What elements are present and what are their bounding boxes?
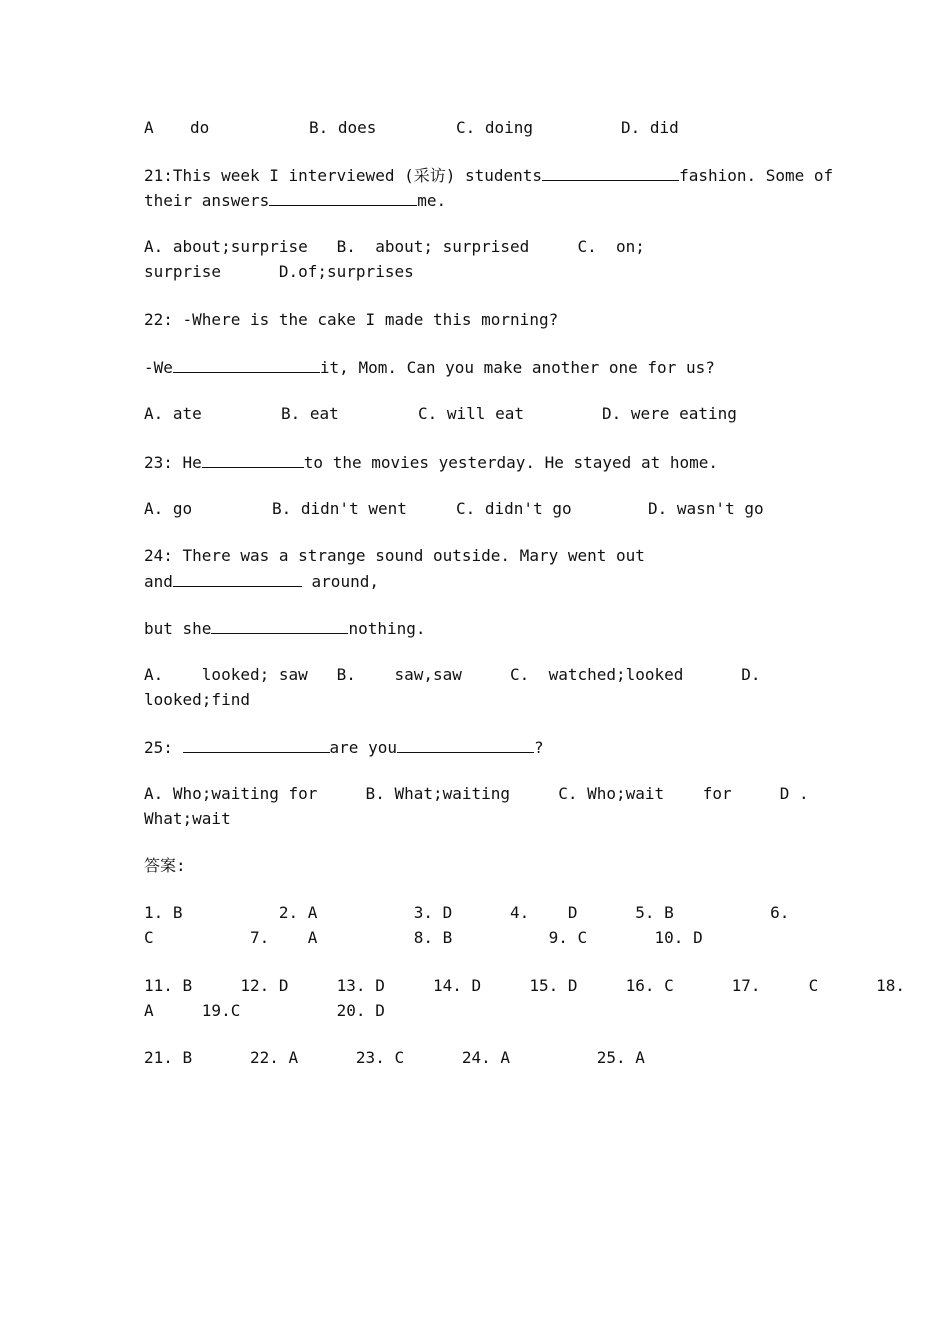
q24-blank-2 (211, 618, 348, 634)
q22-blank (173, 357, 320, 373)
answers-row2-line2: A 19.C 20. D (144, 1001, 385, 1020)
q22-text-b: it, Mom. Can you make another one for us? (319, 358, 715, 377)
q21-text-d: me. (417, 191, 447, 210)
q21-text-b: fashion. Some of (679, 166, 834, 185)
q21-line1 (144, 165, 833, 186)
q20-option-c: C. doing (456, 118, 534, 137)
q23-blank (202, 452, 304, 468)
q23-text-a: 23: He (144, 453, 202, 472)
q20-option-b: B. does (309, 118, 377, 137)
answers-row3: 21. B 22. A 23. C 24. A 25. A (144, 1048, 645, 1067)
q24-line2 (144, 571, 379, 592)
q24-text-d: nothing. (348, 619, 426, 638)
q24-line1: 24: There was a strange sound outside. Mary went out (144, 546, 645, 565)
q25-blank-2 (397, 737, 534, 753)
q25-options-line2: What;wait (144, 809, 231, 828)
q22-option-d: D. were eating (602, 404, 737, 423)
q22-line2 (144, 357, 715, 378)
q20-option-d: D. did (621, 118, 679, 137)
q24-blank-1 (173, 571, 302, 587)
q25-options-line1: A. Who;waiting for B. What;waiting C. Who;wait for D . (144, 784, 809, 803)
q21-blank-2 (269, 190, 417, 206)
q21-text-c: their answers (144, 191, 270, 210)
answers-row1-line2: C 7. A 8. B 9. C 10. D (144, 928, 703, 947)
q25-line (144, 737, 544, 758)
answers-row1-line1: 1. B 2. A 3. D 4. D 5. B 6. (144, 903, 790, 922)
q25-text-a: 25: (144, 738, 183, 757)
q24-options-line2: looked;find (144, 690, 250, 709)
q24-line3 (144, 618, 426, 639)
q25-blank-1 (183, 737, 330, 753)
q25-text-c: ? (533, 738, 544, 757)
q21-text-a: 21:This week I interviewed (采访) students (144, 166, 543, 185)
q22-option-a: A. ate (144, 404, 202, 423)
q21-options-line2: surprise D.of;surprises (144, 262, 414, 281)
q24-options-line1: A. looked; saw B. saw,saw C. watched;looked D. (144, 665, 761, 684)
q23-line (144, 452, 718, 473)
q20-option-a-text: do (190, 118, 210, 137)
q21-options-line1: A. about;surprise B. about; surprised C. on; (144, 237, 645, 256)
q23-option-a: A. go (144, 499, 193, 518)
q23-text-b: to the movies yesterday. He stayed at home. (303, 453, 719, 472)
q23-option-b: B. didn't went (272, 499, 407, 518)
q20-option-a-label: A (144, 118, 154, 137)
q24-text-a: and (144, 572, 173, 591)
q22-text-a: -We (144, 358, 173, 377)
q25-text-b: are you (329, 738, 397, 757)
q23-option-d: D. wasn't go (648, 499, 764, 518)
q22-option-c: C. will eat (418, 404, 524, 423)
answers-row2-line1: 11. B 12. D 13. D 14. D 15. D 16. C 17. C 18. (144, 976, 905, 995)
q22-option-b: B. eat (281, 404, 339, 423)
q24-text-c: but she (144, 619, 212, 638)
q23-option-c: C. didn't go (456, 499, 572, 518)
q22-line1: 22: -Where is the cake I made this morning? (144, 310, 559, 329)
q24-text-b: around, (301, 572, 379, 591)
q21-blank-1 (542, 165, 679, 181)
answers-heading: 答案: (144, 856, 186, 875)
q21-line2 (144, 190, 446, 211)
